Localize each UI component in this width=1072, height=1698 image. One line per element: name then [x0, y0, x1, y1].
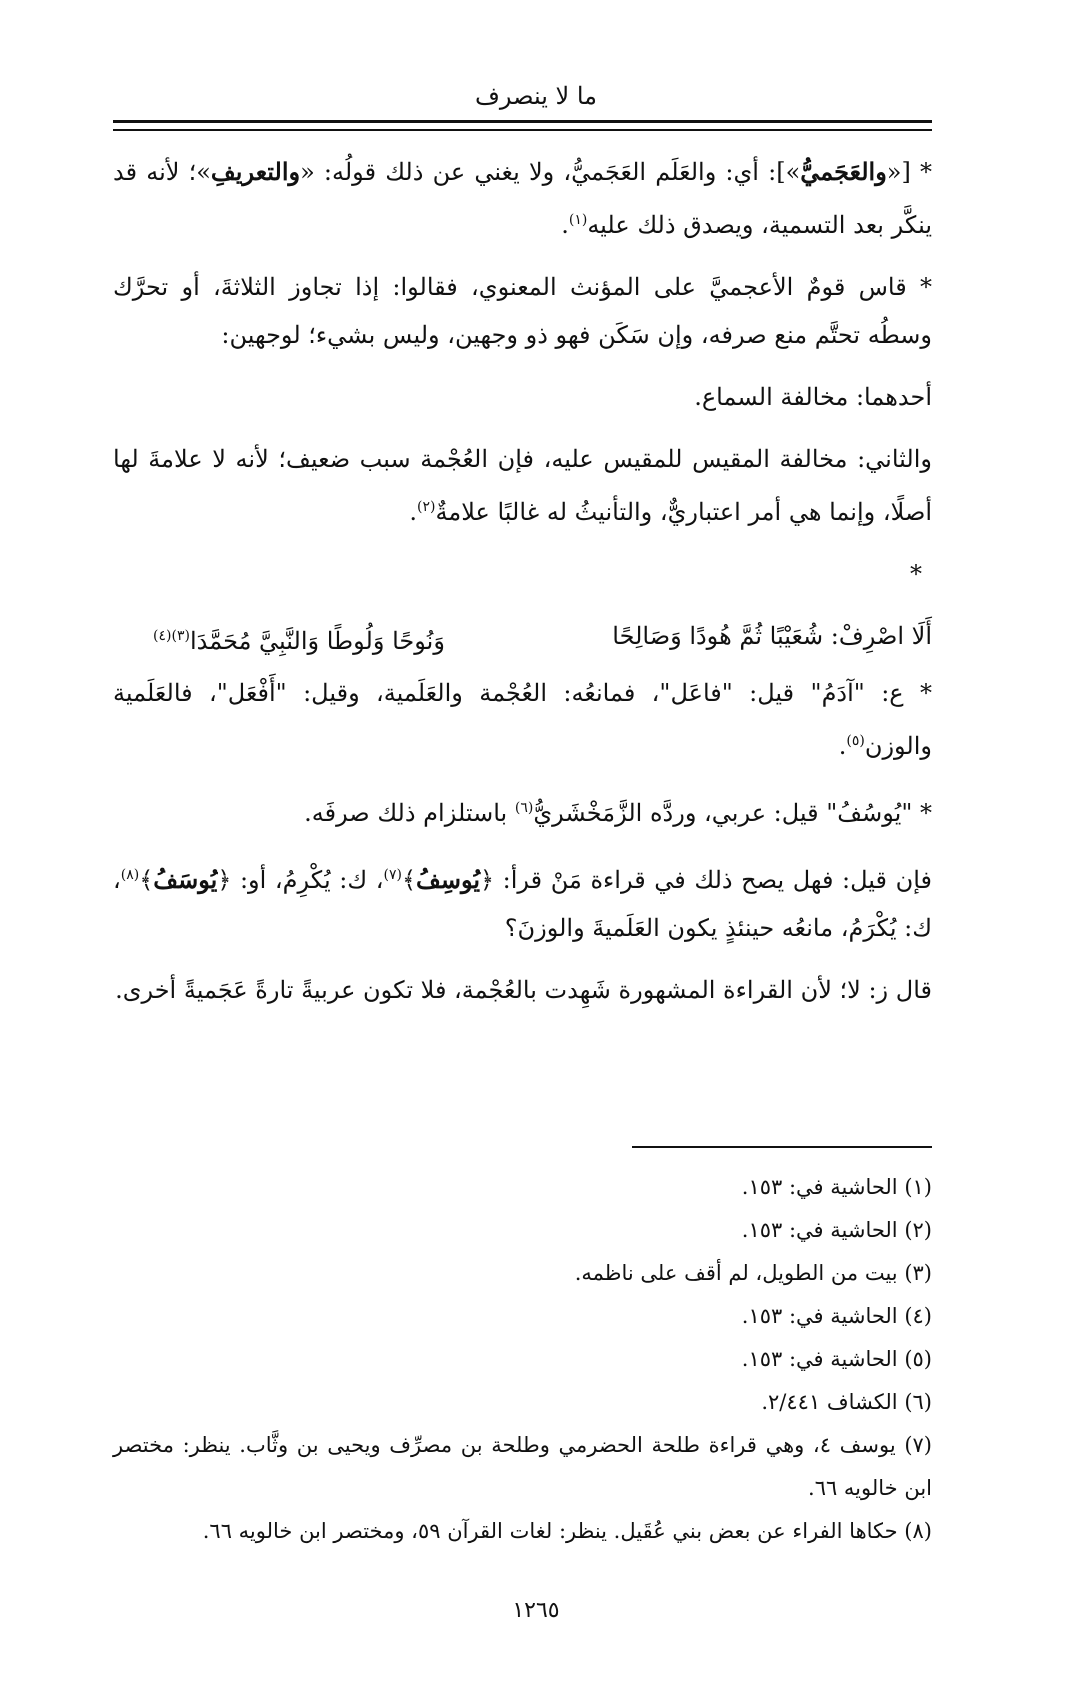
poetry-verse — [113, 612, 932, 665]
footnote-ref-8: (٨) — [120, 867, 140, 883]
p1-bold-ajami: والعَجَميُّ — [800, 157, 887, 186]
p1-bold-tarif: والتعريفِ — [210, 157, 301, 186]
p7-bracket-close-1: ﴾ — [401, 866, 416, 894]
footnote-6: (٦) الكشاف ٢/٤٤١. — [761, 1390, 932, 1414]
footnote-8: (٨) حكاها الفراء عن بعض بني عُقَيل. ينظر: لغات القرآن ٥٩، ومختصر ابن خالويه ٦٦. — [202, 1519, 932, 1543]
p5-text: * ع: "آدَمُ" قيل: "فاعَل"، فمانعُه: العُجْمة والعَلَمية، وقيل: "أَفْعَل"، فالعَلَمية والوزن — [113, 679, 932, 760]
p7-part-a: فإن قيل: فهل يصح ذلك في قراءة مَنْ قرأ: ﴿ — [480, 866, 932, 894]
footnote-ref-5: (٥) — [846, 733, 865, 749]
footnote-ref-6: (٦) — [514, 800, 534, 816]
footnote-2: (٢) الحاشية في: ١٥٣. — [741, 1218, 932, 1242]
paragraph-5 — [113, 669, 932, 770]
paragraph-7 — [113, 851, 932, 952]
p1-part-e: »؛ لأنه قد ينكَّر بعد التسمية، ويصدق ذلك عليه — [113, 158, 932, 239]
p4-end: . — [409, 498, 418, 526]
footnote-5: (٥) الحاشية في: ١٥٣. — [741, 1347, 932, 1371]
quran-word-yusaf: يُوسَفُ — [153, 865, 218, 894]
main-text — [113, 148, 932, 1028]
p1-part-a: * [« — [886, 158, 932, 186]
footnote-ref-1: (١) — [568, 212, 588, 228]
p1-end: . — [561, 211, 569, 239]
p6-part-a: * "يُوسُفُ" قيل: عربي، وردَّه الزَّمَخْشَريُّ — [533, 799, 932, 827]
quran-word-yusif: يُوسِفُ — [416, 865, 481, 894]
paragraph-8: قال ز: لا؛ لأن القراءة المشهورة شَهِدت بالعُجْمة، فلا تكون عربيةً تارةً عَجَميةً أخرى. — [115, 976, 932, 1004]
p6-part-b: باستلزام ذلك صرفَه. — [304, 799, 515, 827]
footnote-ref-7: (٧) — [383, 867, 402, 883]
p7-part-g: ، ك: يُكْرَمُ، مانعُه حينئذٍ يكون العَلَميةَ والوزنَ؟ — [113, 866, 932, 942]
footnotes — [113, 1166, 932, 1553]
paragraph-2: * قاس قومٌ الأعجميَّ على المؤنث المعنوي، فقالوا: إذا تجاوز الثلاثةَ، أو تحرَّك وسطُه تحتَّم منع صرفه، وإن سَكَن فهو ذو وجهين، وليس بشيء؛ لوجهين: — [113, 273, 932, 349]
p4-text: والثاني: مخالفة المقيس للمقيس عليه، فإن العُجْمة سبب ضعيف؛ لأنه لا علامةَ لها أصلًا، وإنما هي أمر اعتباريٌّ، والتأنيثُ له غالبًا علامةٌ — [113, 445, 932, 526]
footnote-7: (٧) يوسف ٤، وهي قراءة طلحة الحضرمي وطلحة بن مصرِّف ويحيى بن وثَّاب. ينظر: مختصر ابن خالويه ٦٦. — [113, 1433, 932, 1500]
footnote-ref-2: (٢) — [417, 499, 436, 515]
verse-hemistich-left — [153, 612, 445, 665]
footnote-separator — [632, 1146, 932, 1148]
footnote-3: (٣) بيت من الطويل، لم أقف على ناظمه. — [574, 1261, 932, 1285]
paragraph-3: أحدهما: مخالفة السماع. — [694, 383, 932, 411]
verse-left-text: وَنُوحًا وَلُوطًا وَالنَّبِيَّ مُحَمَّدَا — [189, 627, 445, 655]
header-rule-thin — [113, 129, 932, 131]
p5-end: . — [838, 732, 847, 760]
page-number: ١٢٦٥ — [512, 1598, 560, 1623]
p1-part-c: »]: أي: والعَلَم العَجَميُّ، ولا يغني عن ذلك قولُه: « — [300, 158, 801, 186]
header-rule-thick — [113, 120, 932, 123]
page-header-title: ما لا ينصرف — [475, 82, 597, 110]
footnote-1: (١) الحاشية في: ١٥٣. — [741, 1175, 932, 1199]
paragraph-6 — [113, 784, 932, 837]
verse-hemistich-right: أَلَا اصْرِفْ: شُعَيْبًا ثُمَّ هُودًا وَصَالِحًا — [612, 622, 932, 650]
p7-bracket-close-2: ﴾ — [139, 866, 154, 894]
footnote-ref-3-4: (٣)(٤) — [153, 628, 190, 644]
footnote-4: (٤) الحاشية في: ١٥٣. — [741, 1304, 932, 1328]
p7-part-d: ، ك: يُكْرِمُ، أو: ﴿ — [217, 866, 384, 894]
paragraph-1 — [113, 148, 932, 249]
paragraph-4 — [113, 435, 932, 536]
section-star: * — [910, 560, 922, 588]
